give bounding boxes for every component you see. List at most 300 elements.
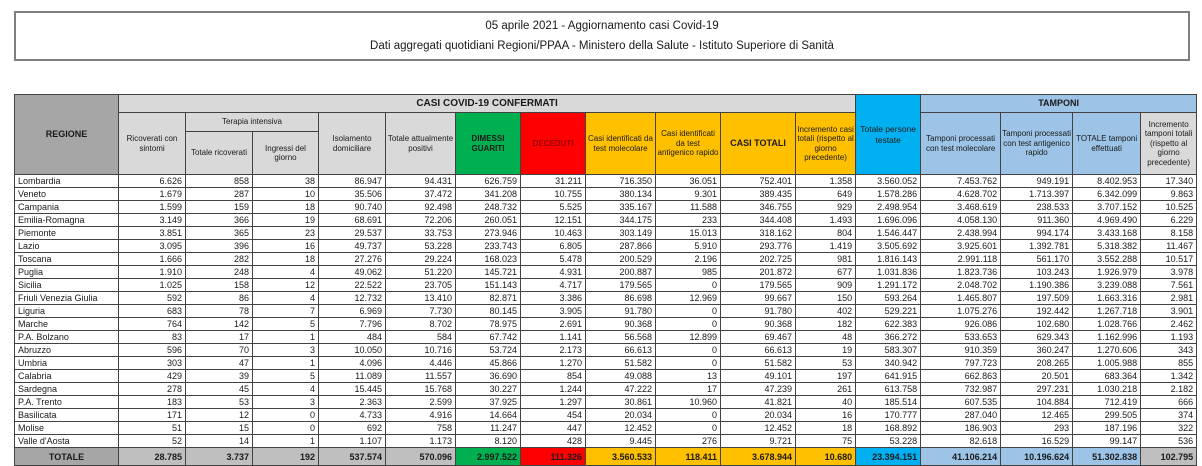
value-cell: 200.887 — [586, 266, 656, 279]
header-totale-tamponi: TOTALE tamponi effettuati — [1073, 113, 1141, 175]
value-cell: 83 — [119, 331, 186, 344]
value-cell: 10.525 — [1141, 201, 1197, 214]
value-cell: 0 — [656, 305, 721, 318]
value-cell: 18 — [253, 253, 319, 266]
value-cell: 75 — [796, 435, 856, 448]
value-cell: 15.013 — [656, 227, 721, 240]
value-cell: 366 — [186, 214, 253, 227]
value-cell: 2.991.118 — [921, 253, 1001, 266]
value-cell: 53 — [796, 357, 856, 370]
value-cell: 1.599 — [119, 201, 186, 214]
value-cell: 33.753 — [386, 227, 456, 240]
region-cell: Veneto — [15, 188, 119, 201]
value-cell: 994.174 — [1001, 227, 1073, 240]
value-cell: 3 — [253, 396, 319, 409]
value-cell: 31.211 — [521, 175, 586, 188]
value-cell: 53.228 — [386, 240, 456, 253]
value-cell: 396 — [186, 240, 253, 253]
value-cell: 2.438.994 — [921, 227, 1001, 240]
header-ricoverati-sintomi: Ricoverati con sintomi — [119, 113, 186, 175]
value-cell: 911.360 — [1001, 214, 1073, 227]
value-cell: 1.030.218 — [1073, 383, 1141, 396]
value-cell: 49.088 — [586, 370, 656, 383]
report-title-line2: Dati aggregati quotidiani Regioni/PPAA - Ministero della Salute - Istituto Superiore di Sanità — [370, 39, 834, 52]
header-totale-ricoverati: Totale ricoverati — [186, 132, 253, 175]
value-cell: 666 — [1141, 396, 1197, 409]
table-row — [15, 279, 1197, 292]
value-cell: 584 — [386, 331, 456, 344]
value-cell: 16.529 — [1001, 435, 1073, 448]
value-cell: 90.368 — [586, 318, 656, 331]
region-cell: Valle d'Aosta — [15, 435, 119, 448]
value-cell: 1.666 — [119, 253, 186, 266]
value-cell: 13 — [656, 370, 721, 383]
header-totale-persone-testate: Totale persone testate — [856, 95, 921, 175]
value-cell: 99.667 — [721, 292, 796, 305]
value-cell: 10.517 — [1141, 253, 1197, 266]
value-cell: 683.364 — [1073, 370, 1141, 383]
value-cell: 1.713.397 — [1001, 188, 1073, 201]
value-cell: 712.419 — [1073, 396, 1141, 409]
table-body — [15, 175, 1197, 466]
value-cell: 15 — [186, 422, 253, 435]
value-cell: 7.561 — [1141, 279, 1197, 292]
value-cell: 981 — [796, 253, 856, 266]
value-cell: 233 — [656, 214, 721, 227]
value-cell: 365 — [186, 227, 253, 240]
value-cell: 78 — [186, 305, 253, 318]
value-cell: 48 — [796, 331, 856, 344]
header-casi-totali: CASI TOTALI — [721, 113, 796, 175]
region-cell: Friuli Venezia Giulia — [15, 292, 119, 305]
value-cell: 593.264 — [856, 292, 921, 305]
value-cell: 3.552.288 — [1073, 253, 1141, 266]
value-cell: 7.796 — [319, 318, 386, 331]
value-cell: 1.419 — [796, 240, 856, 253]
value-cell: 5 — [253, 318, 319, 331]
value-cell: 4.931 — [521, 266, 586, 279]
value-cell: 187.196 — [1073, 422, 1141, 435]
value-cell: 37.925 — [456, 396, 521, 409]
value-cell: 51.582 — [721, 357, 796, 370]
value-cell: 1.162.996 — [1073, 331, 1141, 344]
value-cell: 7.730 — [386, 305, 456, 318]
value-cell: 14 — [186, 435, 253, 448]
value-cell: 1 — [253, 331, 319, 344]
value-cell: 1.141 — [521, 331, 586, 344]
header-totale-positivi: Totale attualmente positivi — [386, 113, 456, 175]
value-cell: 428 — [521, 435, 586, 448]
value-cell: 5.478 — [521, 253, 586, 266]
value-cell: 1.910 — [119, 266, 186, 279]
value-cell: 1.696.096 — [856, 214, 921, 227]
value-cell: 341.208 — [456, 188, 521, 201]
value-cell: 1.823.736 — [921, 266, 1001, 279]
value-cell: 86 — [186, 292, 253, 305]
value-cell: 1.267.718 — [1073, 305, 1141, 318]
value-cell: 90.740 — [319, 201, 386, 214]
total-value-cell: 570.096 — [386, 448, 456, 466]
value-cell: 4 — [253, 292, 319, 305]
value-cell: 17 — [186, 331, 253, 344]
value-cell: 561.170 — [1001, 253, 1073, 266]
value-cell: 182 — [796, 318, 856, 331]
value-cell: 344.175 — [586, 214, 656, 227]
header-tamponi-molecolare: Tamponi processati con test molecolare — [921, 113, 1001, 175]
value-cell: 47.222 — [586, 383, 656, 396]
table-row — [15, 253, 1197, 266]
header-deceduti: DECEDUTI — [521, 113, 586, 175]
value-cell: 151.143 — [456, 279, 521, 292]
total-value-cell: 2.997.522 — [456, 448, 521, 466]
header-group-casi-confermati: CASI COVID-19 CONFERMATI — [119, 95, 856, 113]
value-cell: 4.096 — [319, 357, 386, 370]
value-cell: 5.525 — [521, 201, 586, 214]
value-cell: 103.243 — [1001, 266, 1073, 279]
value-cell: 5.910 — [656, 240, 721, 253]
value-cell: 2.182 — [1141, 383, 1197, 396]
value-cell: 202.725 — [721, 253, 796, 266]
value-cell: 3.901 — [1141, 305, 1197, 318]
value-cell: 78.975 — [456, 318, 521, 331]
value-cell: 3.925.601 — [921, 240, 1001, 253]
value-cell: 233.743 — [456, 240, 521, 253]
value-cell: 201.872 — [721, 266, 796, 279]
total-value-cell: 3.678.944 — [721, 448, 796, 466]
value-cell: 3 — [253, 344, 319, 357]
value-cell: 335.167 — [586, 201, 656, 214]
value-cell: 179.565 — [721, 279, 796, 292]
value-cell: 11.467 — [1141, 240, 1197, 253]
value-cell: 9.863 — [1141, 188, 1197, 201]
value-cell: 168.892 — [856, 422, 921, 435]
value-cell: 12 — [253, 279, 319, 292]
value-cell: 45 — [186, 383, 253, 396]
region-cell: Lombardia — [15, 175, 119, 188]
value-cell: 273.946 — [456, 227, 521, 240]
value-cell: 53 — [186, 396, 253, 409]
value-cell: 764 — [119, 318, 186, 331]
value-cell: 16 — [796, 409, 856, 422]
value-cell: 596 — [119, 344, 186, 357]
value-cell: 10.716 — [386, 344, 456, 357]
value-cell: 985 — [656, 266, 721, 279]
value-cell: 19 — [253, 214, 319, 227]
value-cell: 3.095 — [119, 240, 186, 253]
value-cell: 1.663.316 — [1073, 292, 1141, 305]
table-row — [15, 422, 1197, 435]
value-cell: 322 — [1141, 422, 1197, 435]
value-cell: 0 — [253, 409, 319, 422]
value-cell: 4.446 — [386, 357, 456, 370]
total-value-cell: 537.574 — [319, 448, 386, 466]
value-cell: 53.228 — [856, 435, 921, 448]
covid-data-table — [14, 94, 1197, 466]
total-value-cell: 10.680 — [796, 448, 856, 466]
value-cell: 613.758 — [856, 383, 921, 396]
region-cell: Sardegna — [15, 383, 119, 396]
value-cell: 677 — [796, 266, 856, 279]
value-cell: 82.618 — [921, 435, 1001, 448]
value-cell: 248.732 — [456, 201, 521, 214]
value-cell: 86.698 — [586, 292, 656, 305]
value-cell: 12.732 — [319, 292, 386, 305]
region-cell: Campania — [15, 201, 119, 214]
region-cell: Molise — [15, 422, 119, 435]
value-cell: 8.702 — [386, 318, 456, 331]
value-cell: 145.721 — [456, 266, 521, 279]
total-row — [15, 448, 1197, 466]
value-cell: 3.386 — [521, 292, 586, 305]
table-row — [15, 435, 1197, 448]
value-cell: 926.086 — [921, 318, 1001, 331]
value-cell: 1.005.988 — [1073, 357, 1141, 370]
header-casi-test-antigenico: Casi identificati da test antigenico rapido — [656, 113, 721, 175]
value-cell: 6.969 — [319, 305, 386, 318]
value-cell: 804 — [796, 227, 856, 240]
header-incremento-casi: Incremento casi totali (rispetto al giorno precedente) — [796, 113, 856, 175]
value-cell: 53.724 — [456, 344, 521, 357]
table-row — [15, 396, 1197, 409]
value-cell: 287.866 — [586, 240, 656, 253]
value-cell: 45.866 — [456, 357, 521, 370]
value-cell: 3.433.168 — [1073, 227, 1141, 240]
value-cell: 17 — [656, 383, 721, 396]
value-cell: 10.050 — [319, 344, 386, 357]
value-cell: 0 — [656, 279, 721, 292]
value-cell: 303.149 — [586, 227, 656, 240]
value-cell: 197 — [796, 370, 856, 383]
value-cell: 622.383 — [856, 318, 921, 331]
value-cell: 366.272 — [856, 331, 921, 344]
table-row — [15, 344, 1197, 357]
value-cell: 3.149 — [119, 214, 186, 227]
value-cell: 51 — [119, 422, 186, 435]
value-cell: 299.505 — [1073, 409, 1141, 422]
value-cell: 1.392.781 — [1001, 240, 1073, 253]
value-cell: 30.227 — [456, 383, 521, 396]
value-cell: 36.690 — [456, 370, 521, 383]
table-row — [15, 331, 1197, 344]
value-cell: 3.239.088 — [1073, 279, 1141, 292]
region-cell: P.A. Bolzano — [15, 331, 119, 344]
value-cell: 10 — [253, 188, 319, 201]
value-cell: 8.120 — [456, 435, 521, 448]
total-value-cell: 111.326 — [521, 448, 586, 466]
region-cell: Toscana — [15, 253, 119, 266]
region-cell: Piemonte — [15, 227, 119, 240]
value-cell: 374 — [1141, 409, 1197, 422]
value-cell: 86.947 — [319, 175, 386, 188]
value-cell: 287.040 — [921, 409, 1001, 422]
table-row — [15, 318, 1197, 331]
value-cell: 171 — [119, 409, 186, 422]
total-value-cell: 118.411 — [656, 448, 721, 466]
value-cell: 94.431 — [386, 175, 456, 188]
value-cell: 662.863 — [921, 370, 1001, 383]
value-cell: 1.270 — [521, 357, 586, 370]
value-cell: 261 — [796, 383, 856, 396]
region-cell: Sicilia — [15, 279, 119, 292]
value-cell: 855 — [1141, 357, 1197, 370]
value-cell: 208.265 — [1001, 357, 1073, 370]
value-cell: 297.231 — [1001, 383, 1073, 396]
value-cell: 18 — [253, 201, 319, 214]
value-cell: 949.191 — [1001, 175, 1073, 188]
total-value-cell: 3.560.533 — [586, 448, 656, 466]
report-title-line1: 05 aprile 2021 - Aggiornamento casi Covid-19 — [485, 20, 719, 33]
value-cell: 15.445 — [319, 383, 386, 396]
value-cell: 248 — [186, 266, 253, 279]
value-cell: 4 — [253, 383, 319, 396]
table-row — [15, 357, 1197, 370]
value-cell: 2.173 — [521, 344, 586, 357]
value-cell: 11.557 — [386, 370, 456, 383]
header-tamponi-antigenico: Tamponi processati con test antigenico rapido — [1001, 113, 1073, 175]
value-cell: 7 — [253, 305, 319, 318]
value-cell: 49.101 — [721, 370, 796, 383]
value-cell: 683 — [119, 305, 186, 318]
value-cell: 1.025 — [119, 279, 186, 292]
value-cell: 346.755 — [721, 201, 796, 214]
value-cell: 52 — [119, 435, 186, 448]
region-cell: Marche — [15, 318, 119, 331]
value-cell: 186.903 — [921, 422, 1001, 435]
value-cell: 1.193 — [1141, 331, 1197, 344]
value-cell: 49.062 — [319, 266, 386, 279]
region-cell: Basilicata — [15, 409, 119, 422]
value-cell: 2.981 — [1141, 292, 1197, 305]
value-cell: 9.301 — [656, 188, 721, 201]
value-cell: 3.905 — [521, 305, 586, 318]
value-cell: 1.297 — [521, 396, 586, 409]
value-cell: 4.916 — [386, 409, 456, 422]
value-cell: 276 — [656, 435, 721, 448]
value-cell: 1.578.286 — [856, 188, 921, 201]
value-cell: 3.468.619 — [921, 201, 1001, 214]
header-ingressi-giorno: Ingressi del giorno — [253, 132, 319, 175]
value-cell: 1.465.807 — [921, 292, 1001, 305]
value-cell: 10.463 — [521, 227, 586, 240]
value-cell: 12.465 — [1001, 409, 1073, 422]
value-cell: 318.162 — [721, 227, 796, 240]
value-cell: 15.768 — [386, 383, 456, 396]
value-cell: 260.051 — [456, 214, 521, 227]
value-cell: 23.705 — [386, 279, 456, 292]
table-row — [15, 175, 1197, 188]
value-cell: 3.560.052 — [856, 175, 921, 188]
value-cell: 6.229 — [1141, 214, 1197, 227]
value-cell: 150 — [796, 292, 856, 305]
value-cell: 20.034 — [586, 409, 656, 422]
value-cell: 536 — [1141, 435, 1197, 448]
total-value-cell: 23.394.151 — [856, 448, 921, 466]
header-group-tamponi: TAMPONI — [921, 95, 1197, 113]
value-cell: 1.342 — [1141, 370, 1197, 383]
value-cell: 20.501 — [1001, 370, 1073, 383]
value-cell: 3.707.152 — [1073, 201, 1141, 214]
region-cell: Abruzzo — [15, 344, 119, 357]
value-cell: 13.410 — [386, 292, 456, 305]
value-cell: 18 — [796, 422, 856, 435]
value-cell: 40 — [796, 396, 856, 409]
header-incremento-tamponi: Incremento tamponi totali (rispetto al giorno precedente) — [1141, 113, 1197, 175]
value-cell: 1.493 — [796, 214, 856, 227]
value-cell: 0 — [656, 357, 721, 370]
region-cell: Liguria — [15, 305, 119, 318]
value-cell: 5.318.382 — [1073, 240, 1141, 253]
value-cell: 3.505.692 — [856, 240, 921, 253]
value-cell: 39 — [186, 370, 253, 383]
value-cell: 159 — [186, 201, 253, 214]
value-cell: 454 — [521, 409, 586, 422]
table-row — [15, 214, 1197, 227]
value-cell: 910.359 — [921, 344, 1001, 357]
value-cell: 2.462 — [1141, 318, 1197, 331]
value-cell: 282 — [186, 253, 253, 266]
value-cell: 158 — [186, 279, 253, 292]
value-cell: 752.401 — [721, 175, 796, 188]
region-cell: Puglia — [15, 266, 119, 279]
value-cell: 278 — [119, 383, 186, 396]
table-row — [15, 409, 1197, 422]
value-cell: 4.969.490 — [1073, 214, 1141, 227]
value-cell: 6.805 — [521, 240, 586, 253]
value-cell: 1.244 — [521, 383, 586, 396]
value-cell: 340.942 — [856, 357, 921, 370]
table-row — [15, 201, 1197, 214]
value-cell: 51.220 — [386, 266, 456, 279]
value-cell: 12.969 — [656, 292, 721, 305]
table-row — [15, 227, 1197, 240]
value-cell: 23 — [253, 227, 319, 240]
value-cell: 380.134 — [586, 188, 656, 201]
value-cell: 12 — [186, 409, 253, 422]
value-cell: 35.506 — [319, 188, 386, 201]
table-row — [15, 240, 1197, 253]
value-cell: 1.028.766 — [1073, 318, 1141, 331]
value-cell: 4.058.130 — [921, 214, 1001, 227]
table-row — [15, 370, 1197, 383]
value-cell: 67.742 — [456, 331, 521, 344]
value-cell: 47 — [186, 357, 253, 370]
table-row — [15, 383, 1197, 396]
value-cell: 10.960 — [656, 396, 721, 409]
table-row — [15, 292, 1197, 305]
value-cell: 37.472 — [386, 188, 456, 201]
header-regione: REGIONE — [15, 95, 119, 175]
value-cell: 99.147 — [1073, 435, 1141, 448]
region-cell: P.A. Trento — [15, 396, 119, 409]
value-cell: 1.358 — [796, 175, 856, 188]
region-cell: Emilia-Romagna — [15, 214, 119, 227]
header-isolamento-domiciliare: Isolamento domiciliare — [319, 113, 386, 175]
value-cell: 402 — [796, 305, 856, 318]
table-row — [15, 305, 1197, 318]
value-cell: 6.626 — [119, 175, 186, 188]
value-cell: 1 — [253, 435, 319, 448]
table-row — [15, 266, 1197, 279]
value-cell: 29.224 — [386, 253, 456, 266]
total-value-cell: 192 — [253, 448, 319, 466]
value-cell: 5 — [253, 370, 319, 383]
value-cell: 287 — [186, 188, 253, 201]
value-cell: 36.051 — [656, 175, 721, 188]
value-cell: 91.780 — [721, 305, 796, 318]
value-cell: 303 — [119, 357, 186, 370]
total-label-cell: TOTALE — [15, 448, 119, 466]
value-cell: 69.467 — [721, 331, 796, 344]
